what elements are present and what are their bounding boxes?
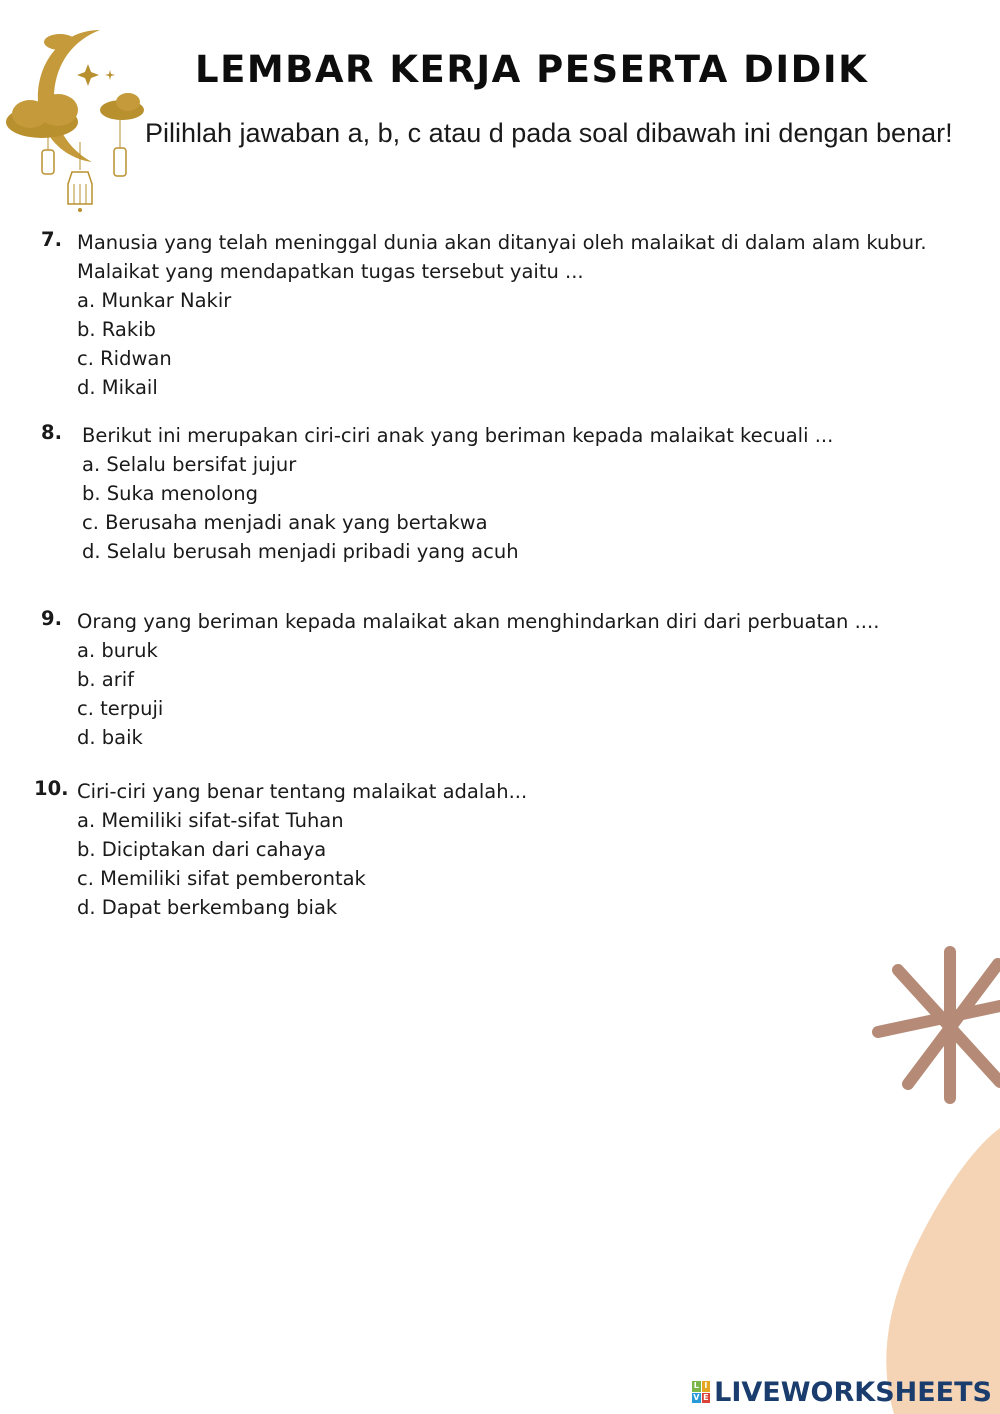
- option-a[interactable]: a. buruk: [77, 639, 158, 662]
- question-text: Berikut ini merupakan ciri-ciri anak yang beriman kepada malaikat kecuali ...: [82, 424, 834, 447]
- option-d[interactable]: d. Dapat berkembang biak: [77, 896, 338, 919]
- question-text: Ciri-ciri yang benar tentang malaikat adalah...: [77, 780, 528, 803]
- option-a[interactable]: a. Memiliki sifat-sifat Tuhan: [77, 809, 344, 832]
- logo-tile: L: [693, 1381, 699, 1390]
- option-c[interactable]: c. Berusaha menjadi anak yang bertakwa: [82, 511, 488, 534]
- option-c[interactable]: c. Ridwan: [77, 347, 172, 370]
- question-number: 9.: [41, 607, 62, 630]
- question-text: Orang yang beriman kepada malaikat akan menghindarkan diri dari perbuatan ....: [77, 610, 880, 633]
- option-a[interactable]: a. Selalu bersifat jujur: [82, 453, 297, 476]
- logo-tile: V: [693, 1392, 700, 1402]
- logo-tile: E: [703, 1392, 709, 1402]
- option-c[interactable]: c. Memiliki sifat pemberontak: [77, 867, 366, 890]
- asterisk-decoration-icon: [868, 940, 1000, 1110]
- option-d[interactable]: d. Selalu berusah menjadi pribadi yang acuh: [82, 540, 519, 563]
- peach-blob-decoration: [850, 1110, 1000, 1414]
- question-text: Manusia yang telah meninggal dunia akan ditanyai oleh malaikat di dalam alam kubur.: [77, 231, 927, 254]
- option-b[interactable]: b. arif: [77, 668, 135, 691]
- option-d[interactable]: d. Mikail: [77, 376, 158, 399]
- liveworksheets-logo: [692, 1372, 992, 1412]
- option-a[interactable]: a. Munkar Nakir: [77, 289, 232, 312]
- logo-tile: I: [702, 1381, 711, 1392]
- question-number: 7.: [41, 228, 62, 251]
- option-c[interactable]: c. terpuji: [77, 697, 164, 720]
- option-b[interactable]: b. Diciptakan dari cahaya: [77, 838, 327, 861]
- option-d[interactable]: d. baik: [77, 726, 143, 749]
- question-text: Malaikat yang mendapatkan tugas tersebut yaitu ...: [77, 260, 584, 283]
- option-b[interactable]: b. Rakib: [77, 318, 156, 341]
- question-number: 8.: [41, 421, 62, 444]
- question-number: 10.: [34, 777, 69, 800]
- page-title: LEMBAR KERJA PESERTA DIDIK: [195, 48, 869, 91]
- brand-name: LIVEWORKSHEETS: [714, 1376, 992, 1408]
- liveworksheets-logo-icon: [692, 1381, 710, 1403]
- option-b[interactable]: b. Suka menolong: [82, 482, 258, 505]
- instruction-text: Pilihlah jawaban a, b, c atau d pada soal dibawah ini dengan benar!: [145, 118, 953, 148]
- crescent-moon-lantern-ornament: [0, 22, 150, 222]
